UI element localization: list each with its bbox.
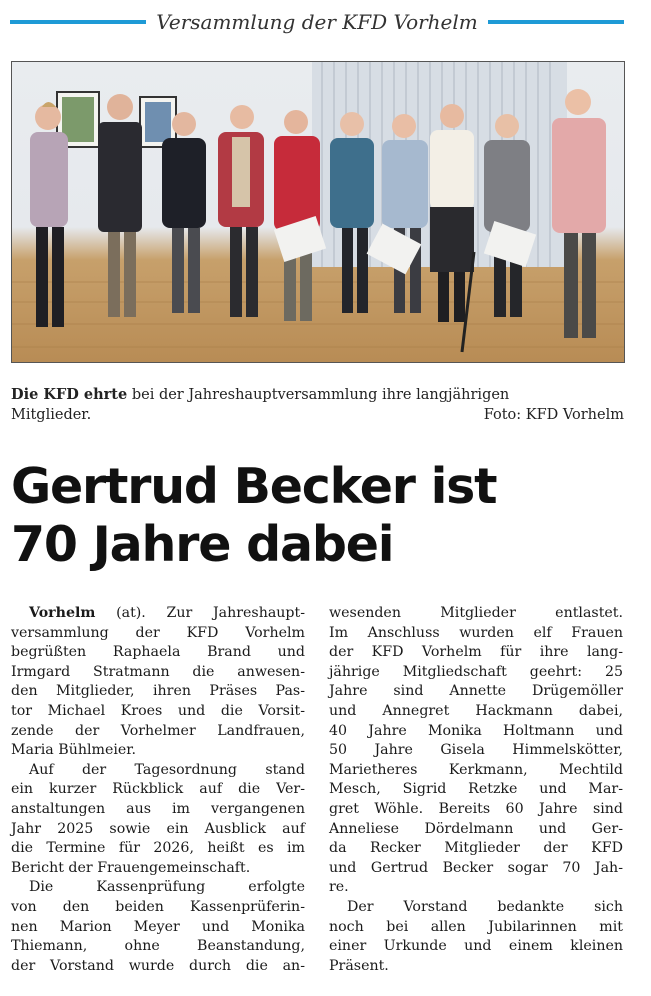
- text-line: begrüßten Raphaela Brand und: [11, 644, 305, 661]
- text-line: einer Urkunde und einem kleinen: [329, 938, 623, 955]
- text-line: und Annegret Hackmann dabei,: [329, 702, 623, 719]
- text-line: nen Marion Meyer und Monika: [11, 918, 305, 935]
- text-line: wesenden Mitglieder entlastet.: [329, 605, 623, 621]
- text-line: Präsent.: [329, 957, 389, 974]
- dateline: Vorhelm: [29, 605, 96, 621]
- photo-credit: Foto: KFD Vorhelm: [483, 407, 624, 423]
- text-line: anstaltungen aus im vergangenen: [11, 800, 305, 817]
- text-line: da Recker Mitglieder der KFD: [329, 840, 623, 857]
- text-line: 50 Jahre Gisela Himmelskötter,: [329, 742, 623, 759]
- text-line: Im Anschluss wurden elf Frauen: [329, 624, 623, 641]
- text-line: Marietheres Kerkmann, Mechtild: [329, 761, 623, 778]
- text-line: Die Kassenprüfung erfolgte: [29, 879, 305, 896]
- text-line: re.: [329, 879, 349, 896]
- text-line: von den beiden Kassenprüferin-: [11, 898, 305, 915]
- caption-text: bei der Jahreshauptversammlung ihre langjährigen: [127, 387, 510, 403]
- kicker-rule-right: [488, 20, 624, 24]
- article-column-2: [329, 604, 623, 976]
- text-line: jährige Mitgliedschaft geehrt: 25: [329, 663, 623, 680]
- text-line: Thiemann, ohne Beanstandung,: [11, 938, 305, 955]
- text-line: 40 Jahre Monika Holtmann und: [329, 722, 623, 739]
- photo-caption: [11, 385, 624, 425]
- text-line: der KFD Vorhelm für ihre lang-: [329, 644, 623, 661]
- caption-bold-lead: Die KFD ehrte: [11, 386, 128, 403]
- headline-line-1: Gertrud Becker ist: [11, 458, 497, 515]
- text-line: Anneliese Dördelmann und Ger-: [329, 820, 623, 837]
- text-line: noch bei allen Jubilarinnen mit: [329, 918, 623, 935]
- text-line: tor Michael Kroes und die Vorsit-: [11, 702, 305, 719]
- article-column-1: [11, 604, 305, 976]
- text-line: der Vorstand wurde durch die an-: [11, 957, 305, 974]
- text-line: Maria Bühlmeier.: [11, 742, 137, 759]
- text-line: Jahre sind Annette Drügemöller: [329, 683, 623, 700]
- text-line: Irmgard Stratmann die anwesen-: [11, 663, 305, 680]
- section-kicker: [10, 9, 624, 35]
- text-line: Bericht der Frauengemeinschaft.: [11, 859, 251, 876]
- text-line: Mesch, Sigrid Retzke und Mar-: [329, 781, 623, 798]
- text-line: die Termine für 2026, heißt es im: [11, 840, 305, 857]
- text-line: versammlung der KFD Vorhelm: [11, 624, 305, 641]
- kicker-rule-left: [10, 20, 146, 24]
- text-line: Auf der Tagesordnung stand: [29, 761, 305, 778]
- caption-text-line-2: Mitglieder.: [11, 407, 92, 423]
- text-line: Der Vorstand bedankte sich: [347, 898, 623, 915]
- text-line: und Gertrud Becker sogar 70 Jah-: [329, 859, 623, 876]
- headline-line-2: 70 Jahre dabei: [11, 516, 394, 573]
- text-line: den Mitglieder, ihren Präses Pas-: [11, 683, 305, 700]
- kicker-text: Versammlung der KFD Vorhelm: [156, 10, 478, 34]
- caption-line-1: [11, 385, 624, 405]
- group-photo-illustration: [12, 62, 624, 362]
- text-line: Vorhelm (at). Zur Jahreshaupt-: [29, 605, 306, 621]
- group-photo: [11, 61, 625, 363]
- text-line: gret Wöhle. Bereits 60 Jahre sind: [329, 800, 623, 817]
- text-line: ein kurzer Rückblick auf die Ver-: [11, 781, 305, 798]
- text-line: zende der Vorhelmer Landfrauen,: [11, 722, 305, 739]
- wooden-floor: [12, 282, 624, 347]
- article-headline: [11, 458, 631, 574]
- caption-line-2: [11, 405, 624, 425]
- text-line: Jahr 2025 sowie ein Ausblick auf: [11, 820, 305, 837]
